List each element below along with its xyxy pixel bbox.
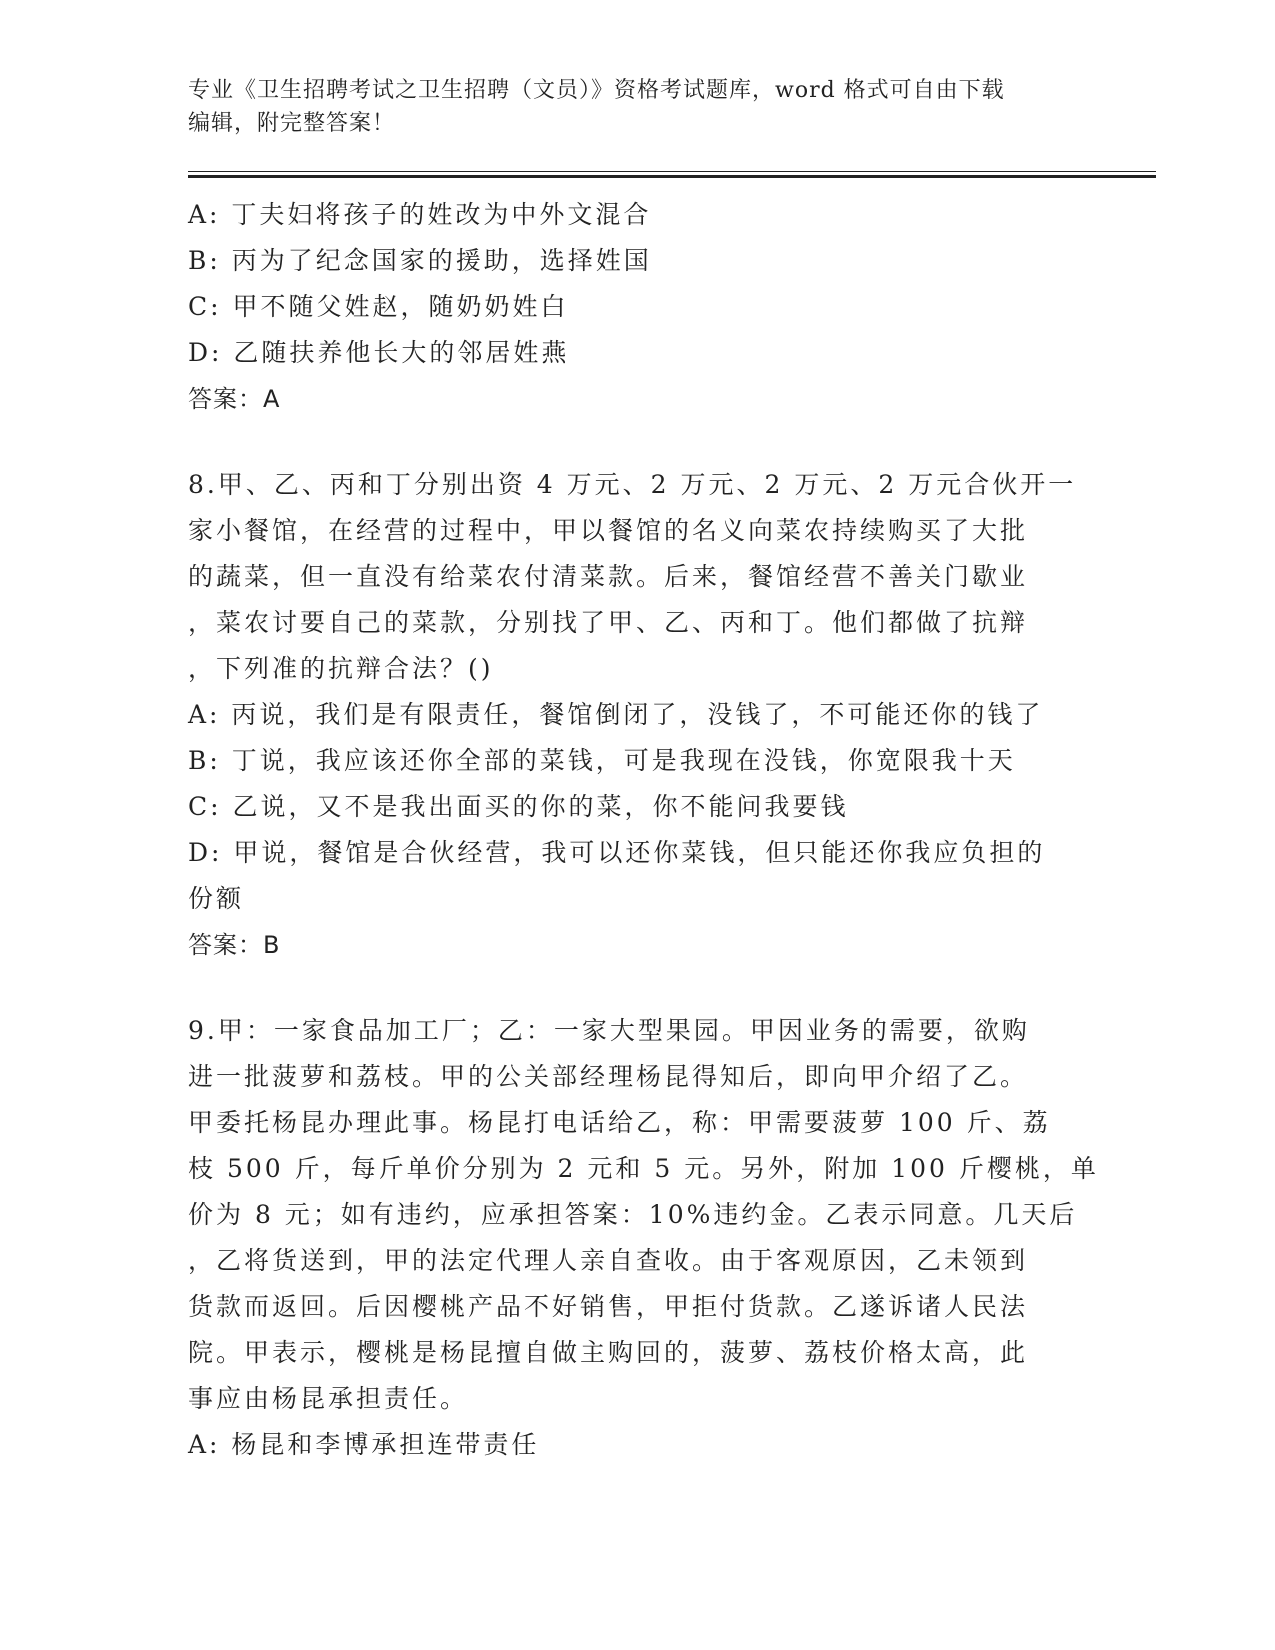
- question-7-options: [188, 192, 1088, 376]
- question-8-stem: [188, 462, 1088, 692]
- option-d: D: 乙随扶养他长大的邻居姓燕: [188, 338, 570, 367]
- document-header: [188, 74, 1068, 140]
- question-9-line-6: ，乙将货送到，甲的法定代理人亲自查收。由于客观原因，乙未领到: [188, 1246, 1029, 1275]
- header-divider-thick: [188, 175, 1156, 178]
- question-9-line-2: 进一批菠萝和荔枝。甲的公关部经理杨昆得知后，即向甲介绍了乙。: [188, 1062, 1029, 1091]
- question-content: [188, 192, 1099, 1468]
- option-a: A: 丁夫妇将孩子的姓改为中外文混合: [188, 200, 652, 229]
- question-9-line-8: 院。甲表示，樱桃是杨昆擅自做主购回的，菠萝、荔枝价格太高，此: [188, 1338, 1029, 1367]
- option-b: B: 丁说，我应该还你全部的菜钱，可是我现在没钱，你宽限我十天: [188, 746, 1016, 775]
- option-b: B: 丙为了纪念国家的援助，选择姓国: [188, 246, 652, 275]
- header-line-1: 专业《卫生招聘考试之卫生招聘（文员）》资格考试题库，word 格式可自由下载: [188, 78, 1005, 103]
- question-9-line-9: 事应由杨昆承担责任。: [188, 1384, 469, 1413]
- question-8-options: [188, 692, 1088, 922]
- option-a: A: 丙说，我们是有限责任，餐馆倒闭了，没钱了，不可能还你的钱了: [188, 700, 1044, 729]
- question-8-line-4: ，菜农讨要自己的菜款，分别找了甲、乙、丙和丁。他们都做了抗辩: [188, 608, 1029, 637]
- question-9-line-4: 枝 500 斤，每斤单价分别为 2 元和 5 元。另外，附加 100 斤樱桃，单: [188, 1154, 1099, 1183]
- question-9-options: [188, 1422, 1088, 1468]
- question-8-line-5: ，下列准的抗辩合法？(): [188, 654, 494, 683]
- option-c: C: 甲不随父姓赵，随奶奶姓白: [188, 292, 569, 321]
- option-d-continued: 份额: [188, 884, 245, 913]
- question-7-answer: 答案：A: [188, 385, 281, 413]
- option-c: C: 乙说，又不是我出面买的你的菜，你不能问我要钱: [188, 792, 849, 821]
- question-8-line-3: 的蔬菜，但一直没有给菜农付清菜款。后来，餐馆经营不善关门歇业: [188, 562, 1029, 591]
- question-8-line-1: 8.甲、乙、丙和丁分别出资 4 万元、2 万元、2 万元、2 万元合伙开一: [188, 470, 1077, 499]
- question-9-line-3: 甲委托杨昆办理此事。杨昆打电话给乙，称：甲需要菠萝 100 斤、荔: [188, 1108, 1051, 1137]
- option-a: A: 杨昆和李博承担连带责任: [188, 1430, 540, 1459]
- question-9-line-5: 价为 8 元；如有违约，应承担答案：10%违约金。乙表示同意。几天后: [188, 1200, 1078, 1229]
- question-8-line-2: 家小餐馆，在经营的过程中，甲以餐馆的名义向菜农持续购买了大批: [188, 516, 1029, 545]
- question-9-line-1: 9.甲：一家食品加工厂；乙：一家大型果园。甲因业务的需要，欲购: [188, 1016, 1030, 1045]
- header-line-2: 编辑，附完整答案！: [188, 111, 396, 136]
- question-9-line-7: 货款而返回。后因樱桃产品不好销售，甲拒付货款。乙遂诉诸人民法: [188, 1292, 1029, 1321]
- option-d: D: 甲说，餐馆是合伙经营，我可以还你菜钱，但只能还你我应负担的: [188, 838, 1046, 867]
- header-divider-thin: [188, 171, 1156, 172]
- question-9-stem: [188, 1008, 1099, 1422]
- question-8-answer: 答案：B: [188, 931, 281, 959]
